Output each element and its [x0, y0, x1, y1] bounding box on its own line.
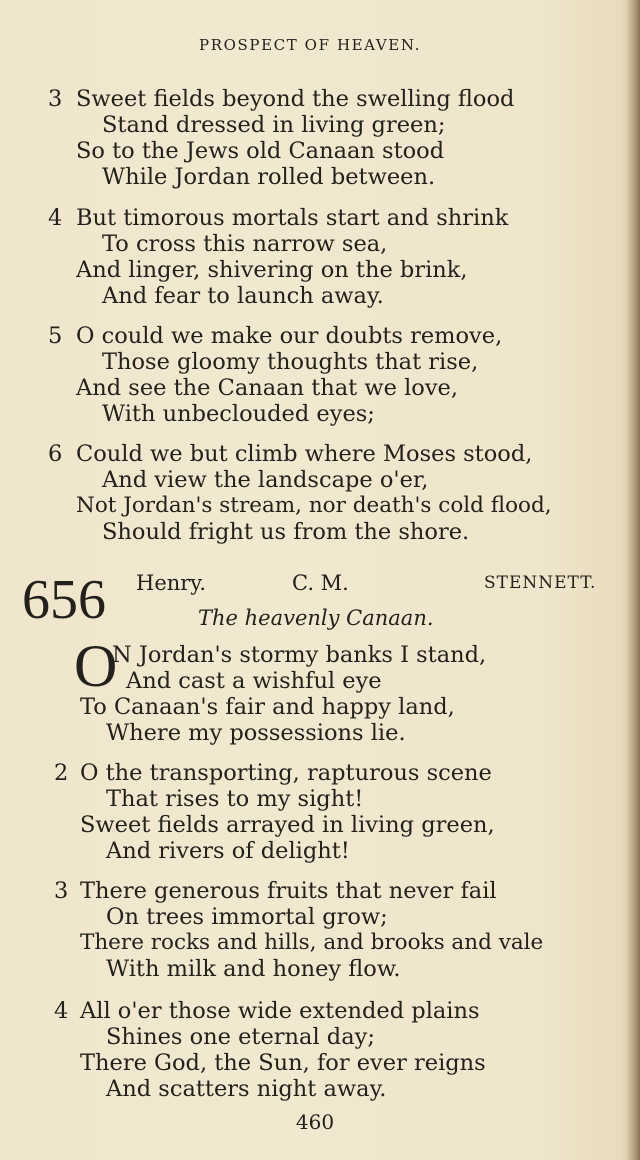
verse-line: And linger, shivering on the brink,	[76, 257, 468, 283]
verse-line: While Jordan rolled between.	[102, 164, 436, 190]
author: STENNETT.	[484, 573, 597, 593]
hymn-number: 656	[22, 569, 106, 631]
verse-line: And fear to launch away.	[102, 283, 384, 309]
verse-line: And cast a wishful eye	[126, 668, 382, 694]
verse-line: Stand dressed in living green;	[102, 112, 446, 138]
verse-line: And rivers of delight!	[106, 838, 350, 864]
tune-name: Henry.	[136, 571, 207, 595]
verse-line: Could we but climb where Moses stood,	[76, 441, 533, 467]
verse-line: Should fright us from the shore.	[102, 519, 470, 545]
verse-line: On trees immortal grow;	[106, 904, 388, 930]
verse-line: And scatters night away.	[106, 1076, 387, 1102]
verse-line: O could we make our doubts remove,	[76, 323, 503, 349]
stanza-number: 3	[48, 86, 63, 112]
stanza-number: 4	[54, 998, 69, 1024]
verse-line: With unbeclouded eyes;	[102, 401, 375, 427]
verse-line: To Canaan's fair and happy land,	[80, 694, 455, 720]
running-head: PROSPECT OF HEAVEN.	[199, 36, 421, 54]
verse-line: And see the Canaan that we love,	[76, 375, 459, 401]
stanza-number: 5	[48, 323, 63, 349]
verse-line: Sweet fields arrayed in living green,	[80, 812, 495, 838]
page-number: 460	[295, 1110, 335, 1134]
verse-line: All o'er those wide extended plains	[80, 998, 480, 1024]
stanza-number: 2	[54, 760, 69, 786]
verse-line: Sweet fields beyond the swelling flood	[76, 86, 515, 112]
verse-line: There generous fruits that never fail	[80, 878, 497, 904]
verse-line: That rises to my sight!	[106, 786, 364, 812]
verse-line: There God, the Sun, for ever reigns	[80, 1050, 486, 1076]
verse-line: Not Jordan's stream, nor death's cold flood,	[76, 493, 552, 518]
drop-cap: O	[74, 633, 118, 699]
verse-line: With milk and honey flow.	[106, 956, 401, 982]
verse-line: To cross this narrow sea,	[102, 231, 388, 257]
verse-line: But timorous mortals start and shrink	[76, 205, 509, 231]
verse-line: Where my possessions lie.	[106, 720, 406, 746]
stanza-number: 6	[48, 441, 63, 467]
verse-line: N Jordan's stormy banks I stand,	[112, 642, 487, 668]
verse-line: There rocks and hills, and brooks and vale	[80, 930, 544, 955]
verse-line: And view the landscape o'er,	[102, 467, 429, 493]
verse-line: O the transporting, rapturous scene	[80, 760, 492, 786]
page-edge-shadow	[626, 0, 640, 1160]
verse-line: Shines one eternal day;	[106, 1024, 375, 1050]
hymn-title: The heavenly Canaan.	[198, 606, 434, 630]
verse-line: Those gloomy thoughts that rise,	[102, 349, 479, 375]
stanza-number: 3	[54, 878, 69, 904]
stanza-number: 4	[48, 205, 63, 231]
verse-line: So to the Jews old Canaan stood	[76, 138, 445, 164]
meter: C. M.	[292, 571, 349, 595]
